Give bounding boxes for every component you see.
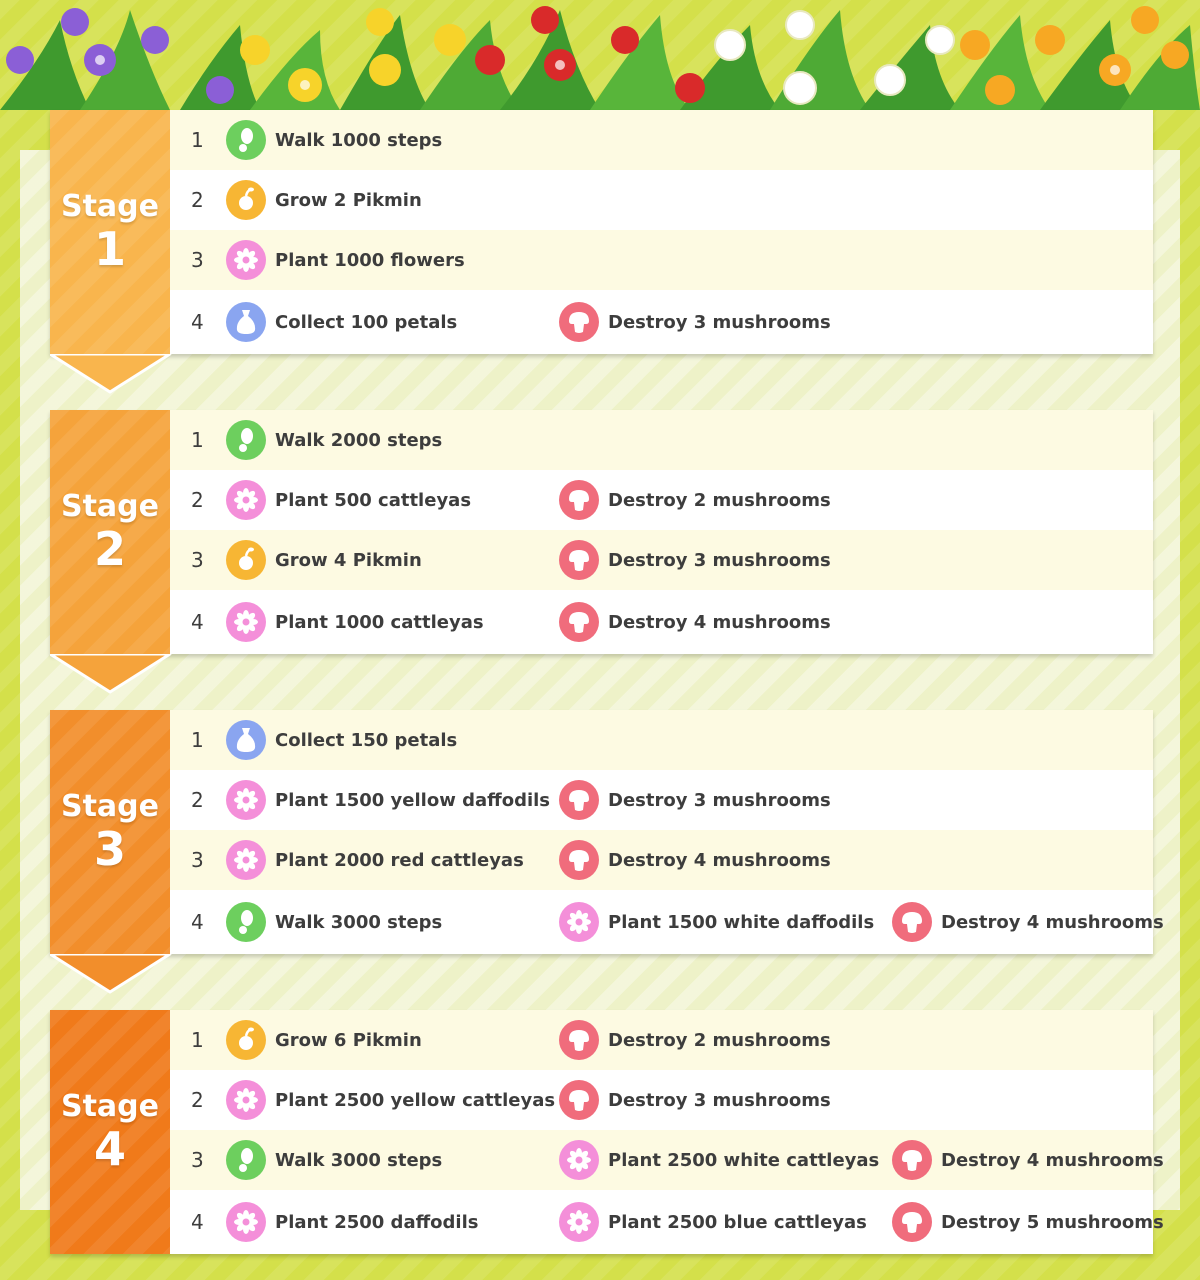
stage-word: Stage [60,789,159,824]
mission-row [170,1010,1153,1070]
flower-icon [226,780,266,820]
mission-row [170,110,1153,170]
mission-task-plant [226,780,550,820]
stage-number: 4 [93,1122,126,1176]
stage-word: Stage [60,1089,159,1124]
flower-icon [226,1202,266,1242]
mushroom-icon [559,1020,599,1060]
mission-row [170,830,1153,890]
mission-label: Plant 500 cattleyas [275,489,472,511]
mission-row [170,1130,1164,1190]
mission-row [170,230,1153,290]
mission-task-plant [226,240,465,280]
mission-label: Plant 1000 cattleyas [275,611,484,633]
sprout-icon [226,1020,266,1060]
mission-number: 1 [191,428,204,452]
petal-bag-icon [226,302,266,342]
flower-icon [559,1202,599,1242]
mission-label: Destroy 2 mushrooms [608,1029,831,1051]
mission-number: 2 [191,188,204,212]
mushroom-icon [559,302,599,342]
mission-number: 2 [191,788,204,812]
mission-list [170,1010,1164,1254]
mission-number: 3 [191,848,204,872]
mission-task-plant [226,1202,478,1242]
mission-label: Grow 2 Pikmin [275,189,422,211]
mission-label: Plant 2500 daffodils [275,1211,479,1233]
mission-label: Walk 3000 steps [275,911,443,933]
mission-row [170,1070,1153,1130]
mission-task-collect [226,302,457,342]
mission-number: 4 [191,1210,204,1234]
mission-label: Plant 1500 yellow daffodils [275,789,551,811]
stage-arrow [50,954,174,996]
mission-task-destroy [892,1202,1164,1242]
stage-banner [50,1010,170,1254]
sprout-icon [226,540,266,580]
mission-task-plant [559,1140,879,1180]
flower-icon [559,1140,599,1180]
flower-garden-decoration [0,0,1200,120]
stage-card-3 [50,710,1164,954]
mission-label: Destroy 4 mushrooms [941,911,1164,933]
mission-number: 4 [191,610,204,634]
mission-number: 4 [191,910,204,934]
mission-task-walk [226,420,442,460]
stage-arrow [50,354,174,396]
mission-label: Destroy 3 mushrooms [608,1089,831,1111]
flower-icon [226,1080,266,1120]
stage-card-2 [50,410,1153,654]
mission-label: Destroy 3 mushrooms [608,789,831,811]
mushroom-icon [559,480,599,520]
mission-row [170,710,1153,770]
mission-label: Walk 3000 steps [275,1149,443,1171]
mission-task-plant [559,1202,867,1242]
mission-number: 3 [191,548,204,572]
mushroom-icon [559,840,599,880]
mushroom-icon [559,540,599,580]
mission-task-collect [226,720,457,760]
mission-task-destroy [892,1140,1164,1180]
mission-label: Plant 2500 yellow cattleyas [275,1089,556,1111]
mission-label: Walk 2000 steps [275,429,443,451]
mission-number: 1 [191,128,204,152]
petal-bag-icon [226,720,266,760]
leaves [0,10,1200,110]
mission-label: Destroy 3 mushrooms [608,549,831,571]
mission-list [170,410,1153,654]
stage-banner [50,710,170,954]
mission-task-destroy [892,902,1164,942]
mission-label: Destroy 4 mushrooms [941,1149,1164,1171]
mission-label: Plant 2500 blue cattleyas [608,1211,867,1233]
mission-label: Walk 1000 steps [275,129,443,151]
stage-card-1 [50,110,1153,354]
mission-task-plant [226,1080,555,1120]
mission-row [170,590,1153,654]
mission-task-walk [226,120,442,160]
mission-label: Plant 1000 flowers [275,249,465,271]
mushroom-icon [892,902,932,942]
mission-row [170,170,1153,230]
stage-banner [50,110,170,354]
mission-number: 1 [191,1028,204,1052]
flower-icon [226,602,266,642]
mission-label: Destroy 3 mushrooms [608,311,831,333]
stage-banner [50,410,170,654]
flower-icon [226,240,266,280]
mission-label: Collect 150 petals [275,729,458,751]
stage-number: 3 [93,822,126,876]
mission-row [170,470,1153,530]
mission-row [170,1190,1164,1254]
mission-task-grow [226,1020,422,1060]
footprint-icon [226,420,266,460]
mission-label: Destroy 4 mushrooms [608,611,831,633]
mission-number: 3 [191,248,204,272]
mission-task-destroy [559,1020,831,1060]
mission-task-destroy [559,840,831,880]
mission-task-destroy [559,780,831,820]
mushroom-icon [892,1140,932,1180]
stage-number: 1 [93,222,126,276]
mission-label: Destroy 2 mushrooms [608,489,831,511]
mission-row [170,530,1153,590]
mushroom-icon [559,1080,599,1120]
mission-number: 4 [191,310,204,334]
mission-task-plant [226,840,524,880]
mission-label: Destroy 5 mushrooms [941,1211,1164,1233]
mission-number: 2 [191,1088,204,1112]
mission-task-plant [226,602,484,642]
mission-row [170,410,1153,470]
mission-row [170,770,1153,830]
mission-task-plant [559,902,874,942]
mission-number: 1 [191,728,204,752]
flower-icon [226,840,266,880]
mission-number: 3 [191,1148,204,1172]
footprint-icon [226,120,266,160]
stage-arrow [50,654,174,696]
mission-row [170,290,1153,354]
mission-label: Destroy 4 mushrooms [608,849,831,871]
footprint-icon [226,1140,266,1180]
mission-task-destroy [559,1080,831,1120]
mission-label: Grow 4 Pikmin [275,549,422,571]
stage-word: Stage [60,489,159,524]
mission-label: Plant 2000 red cattleyas [275,849,524,871]
mushroom-icon [892,1202,932,1242]
mission-task-grow [226,180,422,220]
mission-list [170,710,1164,954]
mission-task-walk [226,902,442,942]
mission-row [170,890,1164,954]
mushroom-icon [559,780,599,820]
flower-icon [226,480,266,520]
mission-task-plant [226,480,471,520]
footprint-icon [226,902,266,942]
stage-card-4 [50,1010,1164,1254]
stage-word: Stage [60,189,159,224]
mission-number: 2 [191,488,204,512]
mission-task-destroy [559,540,831,580]
mission-list [170,110,1153,354]
mushroom-icon [559,602,599,642]
mission-task-destroy [559,602,831,642]
mission-label: Collect 100 petals [275,311,458,333]
sprout-icon [226,180,266,220]
flower-icon [559,902,599,942]
mission-label: Grow 6 Pikmin [275,1029,422,1051]
mission-task-destroy [559,480,831,520]
mission-task-destroy [559,302,831,342]
mission-task-grow [226,540,422,580]
stage-number: 2 [93,522,126,576]
mission-task-walk [226,1140,442,1180]
mission-label: Plant 2500 white cattleyas [608,1149,880,1171]
mission-label: Plant 1500 white daffodils [608,911,875,933]
